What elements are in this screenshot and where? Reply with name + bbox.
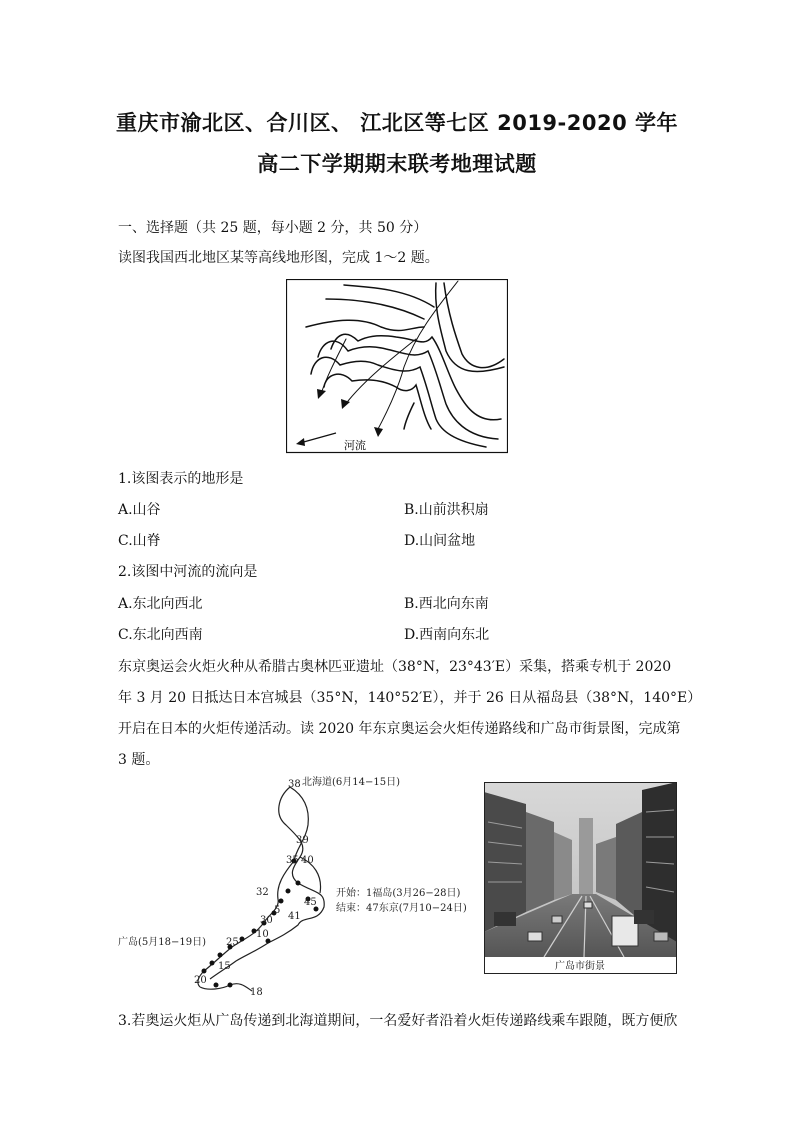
route-point	[202, 969, 207, 974]
passage-line: 年 3 月 20 日抵达日本宫城县（35°N，140°52′E），并于 26 日从福岛县（38°N，140°E）	[118, 690, 702, 706]
tree	[494, 912, 516, 926]
q3-stem: 3.若奥运火炬从广岛传递到北海道期间，一名爱好者沿着火炬传递路线乘车跟随，既方便欣	[118, 1013, 678, 1029]
map-label-25: 25	[226, 937, 239, 948]
passage-line: 开启在日本的火炬传递活动。读 2020 年东京奥运会火炬传递路线和广岛市街景图，完成第	[118, 721, 681, 737]
q2-option-b: B.西北向东南	[404, 596, 489, 612]
map-label-10: 10	[256, 929, 269, 940]
route-line	[290, 787, 308, 861]
car	[528, 932, 542, 941]
map-label-hiroshima: 广岛(5月18−19日)	[118, 937, 206, 948]
q2-stem: 2.该图中河流的流向是	[118, 564, 258, 580]
map-label-20: 20	[194, 975, 207, 986]
q2-option-d: D.西南向东北	[404, 627, 490, 643]
map-label-15: 15	[218, 961, 231, 972]
passage-line: 东京奥运会火炬火种从希腊古奥林匹亚遗址（38°N，23°43′E）采集，搭乘专机于 2020	[118, 659, 672, 675]
route-point	[210, 961, 215, 966]
q1-option-c: C.山脊	[118, 533, 161, 549]
route-line	[198, 861, 294, 987]
route-point	[228, 983, 233, 988]
map-label-5: 5	[274, 905, 281, 916]
route-point	[286, 889, 291, 894]
building-left	[554, 832, 572, 900]
page-title-line2: 高二下学期期末联考地理试题	[257, 152, 537, 176]
map-label-18: 18	[250, 987, 263, 998]
hiroshima-street-photo	[484, 782, 677, 974]
torch-relay-map	[118, 775, 478, 1003]
photo-caption: 广岛市街景	[555, 961, 605, 972]
passage-line: 3 题。	[118, 752, 160, 768]
q2-option-c: C.东北向西南	[118, 627, 203, 643]
intro-text: 读图我国西北地区某等高线地形图，完成 1～2 题。	[118, 250, 439, 266]
route-point	[240, 937, 245, 942]
route-point	[279, 899, 284, 904]
map-label-39: 39	[296, 835, 309, 846]
building-left	[526, 812, 554, 912]
building-right	[596, 837, 616, 900]
tower-center	[579, 818, 593, 896]
section-heading: 一、选择题（共 25 题，每小题 2 分，共 50 分）	[118, 220, 428, 236]
map-label-hokkaido: 北海道(6月14−15日)	[302, 777, 400, 788]
tree	[634, 910, 654, 924]
car	[584, 902, 592, 908]
route-point	[218, 953, 223, 958]
route-line	[200, 984, 252, 991]
route-point	[296, 881, 301, 886]
q2-option-a: A.东北向西北	[118, 596, 203, 612]
map-label-40: 40	[301, 855, 314, 866]
page-title-line1: 重庆市渝北区、合川区、 江北区等七区 2019-2020 学年	[115, 111, 679, 135]
map-label-38: 38	[288, 779, 301, 790]
q1-option-b: B.山前洪积扇	[404, 502, 489, 518]
map-label-35: 35	[286, 855, 299, 866]
map-label-end: 结束：47东京(7月10−24日)	[336, 903, 467, 914]
river-label: 河流	[344, 439, 366, 452]
map-label-32: 32	[256, 887, 269, 898]
map-label-30: 30	[260, 915, 273, 926]
route-point	[214, 983, 219, 988]
map-label-45: 45	[304, 897, 317, 908]
route-line	[210, 787, 324, 979]
car	[654, 932, 668, 941]
map-label-41: 41	[288, 911, 301, 922]
contour-map-figure	[286, 279, 508, 454]
map-label-start: 开始：1福岛(3月26−28日)	[336, 888, 461, 899]
q1-option-d: D.山间盆地	[404, 533, 476, 549]
q1-stem: 1.该图表示的地形是	[118, 471, 244, 487]
car	[552, 916, 562, 923]
q1-option-a: A.山谷	[118, 502, 161, 518]
